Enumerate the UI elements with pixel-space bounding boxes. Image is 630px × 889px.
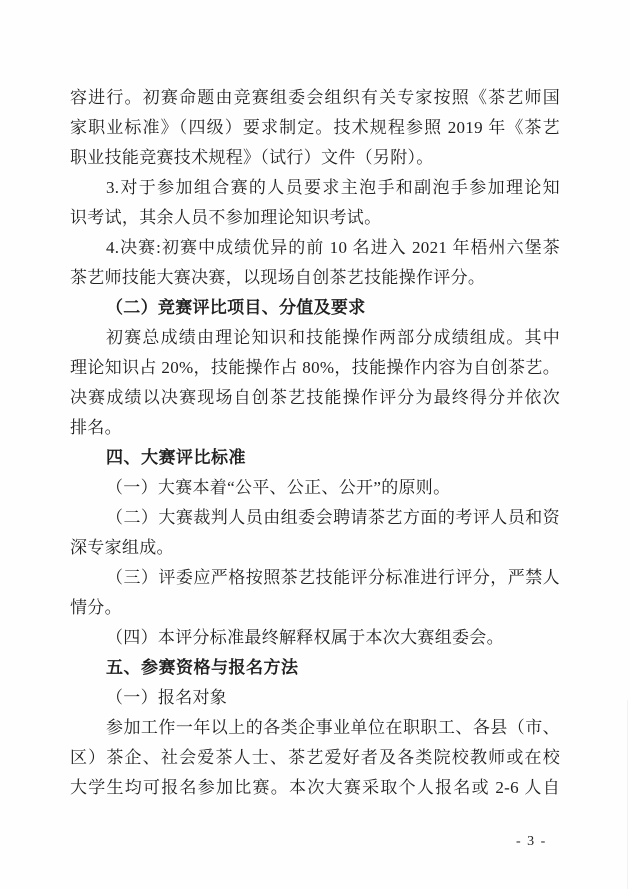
text-line: 参加工作一年以上的各类企事业单位在职职工、各县（市、 bbox=[106, 718, 560, 737]
text-line: 初赛总成绩由理论知识和技能操作两部分成绩组成。其中 bbox=[106, 328, 560, 347]
text-line: 家职业标准》（四级）要求制定。技术规程参照 2019 年《茶艺 bbox=[70, 118, 560, 137]
subheading-competition-scoring: （二）竞赛评比项目、分值及要求 bbox=[106, 298, 366, 317]
text-line: 区）茶企、社会爱茶人士、茶艺爱好者及各类院校教师或在校 bbox=[70, 748, 560, 767]
text-line: 大学生均可报名参加比赛。本次大赛采取个人报名或 2-6 人自 bbox=[70, 778, 560, 797]
text-line-clause-1: （一）大赛本着“公平、公正、公开”的原则。 bbox=[106, 478, 451, 497]
text-line: 深专家组成。 bbox=[70, 538, 174, 557]
page-number: - 3 - bbox=[516, 834, 547, 849]
text-line-item-4: 4.决赛:初赛中成绩优异的前 10 名进入 2021 年梧州六堡茶 bbox=[106, 238, 560, 257]
text-line: 决赛成绩以决赛现场自创茶艺技能操作评分为最终得分并依次 bbox=[70, 388, 560, 407]
text-line: 茶艺师技能大赛决赛，以现场自创茶艺技能操作评分。 bbox=[70, 268, 486, 287]
subheading-registration-target: （一）报名对象 bbox=[106, 688, 228, 707]
text-line: 识考试，其余人员不参加理论知识考试。 bbox=[70, 208, 382, 227]
scan-edge-artifact bbox=[627, 700, 628, 889]
text-line: 排名。 bbox=[70, 418, 122, 437]
text-line: 理论知识占 20%，技能操作占 80%，技能操作内容为自创茶艺。 bbox=[70, 358, 560, 377]
text-line-clause-4: （四）本评分标准最终解释权属于本次大赛组委会。 bbox=[106, 628, 504, 647]
document-body bbox=[70, 83, 560, 803]
heading-evaluation-standards: 四、大赛评比标准 bbox=[106, 448, 246, 467]
text-line: 情分。 bbox=[70, 598, 122, 617]
heading-eligibility-registration: 五、参赛资格与报名方法 bbox=[106, 658, 299, 677]
text-line-clause-2: （二）大赛裁判人员由组委会聘请茶艺方面的考评人员和资 bbox=[106, 508, 560, 527]
text-line-clause-3: （三）评委应严格按照茶艺技能评分标准进行评分，严禁人 bbox=[106, 568, 560, 587]
text-line-item-3: 3.对于参加组合赛的人员要求主泡手和副泡手参加理论知 bbox=[106, 178, 560, 197]
text-line: 职业技能竞赛技术规程》（试行）文件（另附）。 bbox=[70, 148, 434, 167]
text-line: 容进行。初赛命题由竞赛组委会组织有关专家按照《茶艺师国 bbox=[70, 88, 560, 107]
